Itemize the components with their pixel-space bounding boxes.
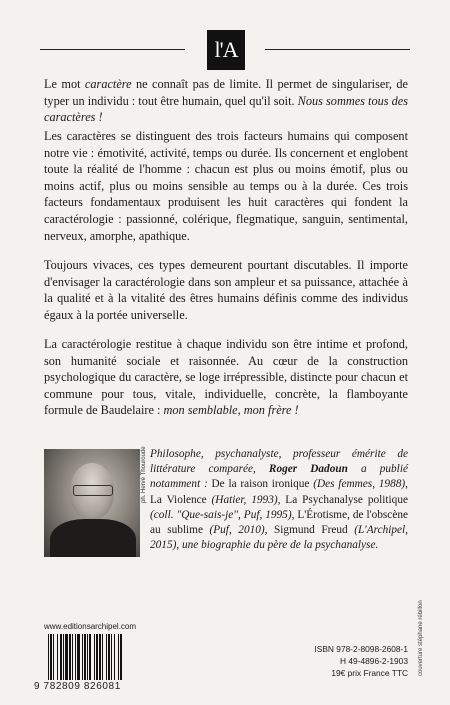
text-run: Nous sommes tous des caractères ! (44, 93, 408, 125)
barcode-bar (75, 634, 76, 680)
barcode-bar (106, 634, 107, 680)
author-bio (150, 447, 408, 553)
barcode-bar (53, 634, 54, 680)
isbn: ISBN 978-2-8098-2608-1 (314, 644, 408, 654)
blurb-paragraph-3 (44, 257, 408, 323)
barcode-bar (96, 634, 98, 680)
barcode-bar (99, 634, 101, 680)
text-run: ne connaît pas de limite. Il permet de singulariser, de typer un individu : tout être humain, quel qu'il soit. (44, 77, 409, 108)
barcode-bar (77, 634, 80, 680)
publisher-logo: l'A (207, 30, 245, 70)
text-run: mon semblable, mon frère ! (163, 403, 299, 418)
text-run: De la raison ironique (211, 478, 314, 491)
barcode-bar (89, 634, 91, 680)
product-code: H 49-4896-2-1903 (340, 656, 408, 666)
text-run: Sigmund Freud (274, 524, 355, 537)
barcode-bar (60, 634, 62, 680)
text-run: Philosophe, psychanalyste, professeur émérite de littérature comparée, (150, 448, 408, 476)
text-run: La caractérologie restitue à chaque individu son être intime et profond, son humanité sociale et raisonnée. Au cœur de la construction psychologique du caractère, se loge irrépressible, distincte pour chacun et commune pour tous, vitale, individuelle, concrète, la flamboyante formule de Baudelaire : (44, 337, 408, 418)
barcode-bar (114, 634, 115, 680)
barcode-bar (72, 634, 73, 680)
author-photo (44, 449, 140, 557)
publisher-header (40, 30, 410, 70)
barcode (44, 634, 158, 680)
text-run: La Violence (150, 493, 212, 506)
text-run: Le mot (44, 77, 85, 91)
text-run: La Psychanalyse politique (285, 493, 408, 506)
text-run: (L'Archipel, 2015), une biographie du père de la psychanalyse. (150, 524, 408, 552)
blurb-paragraph-1 (44, 76, 408, 126)
text-run: (Des femmes, 1988), (313, 478, 408, 491)
barcode-bar (63, 634, 64, 680)
blurb-paragraph-4 (44, 336, 408, 419)
barcode-bar (48, 634, 49, 680)
barcode-bar (57, 634, 58, 680)
text-run: (Hatier, 1993), (211, 493, 286, 506)
barcode-bar (69, 634, 71, 680)
divider-right (265, 49, 410, 50)
cover-credit: couverture stéphane rébillon (418, 600, 424, 676)
text-run: Les caractères se distinguent des trois facteurs humains qui composent notre vie : émotivité, activité, temps ou durée. Ils concernent et englobent toute la réalité de l'homme : chacun est plus ou moins émotif, plus ou moins actif, plus ou moins sensible au temps ou à la durée. Ces trois facteurs fondamentaux produisent les huit caractères qui fondent la caractérologie : passionné, colérique, flegmatique, sanguin, sentimental, nerveux, amorphe, apathique. (44, 129, 408, 243)
text-run: caractère (84, 77, 132, 91)
barcode-bar (108, 634, 110, 680)
barcode-bar (118, 634, 119, 680)
isbn-block (314, 643, 408, 679)
author-photo-glasses (73, 485, 113, 496)
publisher-website: www.editionsarchipel.com (44, 622, 137, 631)
text-run: a publié notamment : (150, 463, 408, 491)
photo-credit: ph. Hervé Thouroude (141, 446, 147, 503)
text-run: L'Érotisme, de l'obscène au sublime (150, 508, 408, 537)
price: 19€ prix France TTC (331, 668, 408, 678)
author-photo-body (50, 519, 136, 557)
barcode-bar (120, 634, 122, 680)
barcode-bar (87, 634, 88, 680)
barcode-bar (82, 634, 83, 680)
divider-left (40, 49, 185, 50)
text-run: Toujours vivaces, ces types demeurent pourtant discutables. Il importe d'envisager la caractérologie dans son ampleur et sa puissance, attachée à la qualité et à la vitalité des êtres humains définis comme des individus égaux à la portée universelle. (44, 258, 408, 322)
barcode-number: 9 782809 826081 (34, 681, 121, 692)
barcode-bar (102, 634, 103, 680)
text-run: Roger Dadoun (268, 463, 348, 476)
barcode-bar (65, 634, 68, 680)
barcode-bar (111, 634, 112, 680)
barcode-bar (50, 634, 52, 680)
text-run: (coll. "Que-sais-je", Puf, 1995), (150, 508, 298, 521)
barcode-bar (94, 634, 95, 680)
blurb-paragraph-2 (44, 128, 408, 244)
text-run: (Puf, 2010), (209, 524, 275, 537)
barcode-bar (84, 634, 86, 680)
